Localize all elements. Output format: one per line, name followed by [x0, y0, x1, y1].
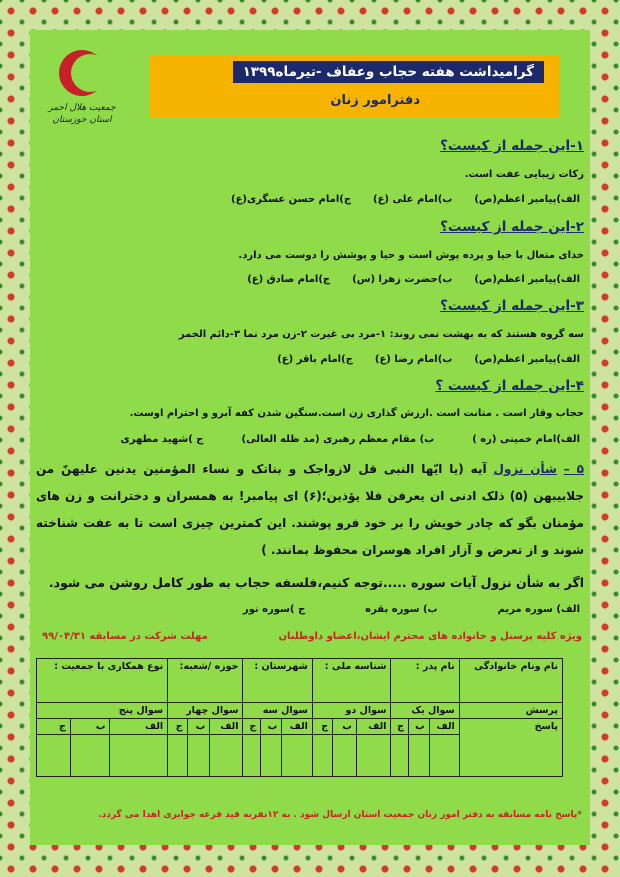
- choice-header: الف: [429, 719, 459, 735]
- question-2-heading: ۲-این جمله از کیست؟: [440, 219, 584, 235]
- question-3-heading: ۳-این جمله از کیست؟: [440, 298, 584, 314]
- choice-header: ب: [70, 719, 109, 735]
- logo-org-text: [42, 102, 122, 126]
- question-4-text: حجاب وقار است . متانت است .ارزش گذاری زن است.سنگین شدن کفه آبرو و احترام اوست.: [129, 408, 584, 419]
- answer-cell[interactable]: [282, 735, 313, 777]
- field-cooperation-type[interactable]: نوع همکاری با جمعیت :: [37, 659, 168, 703]
- answer-cell[interactable]: [333, 735, 357, 777]
- question-5-paragraph: [36, 456, 584, 564]
- option: الف)پیامبر اعظم(ص): [474, 354, 580, 365]
- answer-cell[interactable]: [409, 735, 430, 777]
- choice-header: ج: [37, 719, 71, 735]
- choice-header: ب: [187, 719, 210, 735]
- form-question-4: سوال چهار: [168, 703, 243, 719]
- red-crescent-logo: [42, 50, 122, 126]
- answer-cell[interactable]: [261, 735, 282, 777]
- answer-cell[interactable]: [210, 735, 243, 777]
- option: ج)امام باقر (ع): [277, 354, 353, 365]
- option: الف) سوره مریم: [497, 604, 580, 615]
- field-national-id[interactable]: شناسه ملی :: [312, 659, 391, 703]
- deadline-note: مهلت شرکت در مسابقه ۹۹/۰۴/۳۱: [42, 631, 208, 642]
- question-4-heading: ۴-این جمله از کیست ؟: [435, 378, 584, 394]
- question-5-hint: اگر به شأن نزول آیات سوره .....توجه کنیم،فلسفه حجاب به طور کامل روشن می شود.: [48, 575, 584, 590]
- answer-cell[interactable]: [356, 735, 391, 777]
- answer-cell[interactable]: [391, 735, 409, 777]
- footer-note: *پاسخ نامه مسابقه به دفتر امور زنان جمعیت استان ارسال شود . به ۱۲نفربه قید قرعه جوایزی اهدا می گردد.: [98, 810, 582, 820]
- answer-cell[interactable]: [110, 735, 168, 777]
- option: ج)امام صادق (ع): [247, 274, 331, 285]
- flyer-page: [30, 30, 590, 845]
- title-banner: [150, 55, 560, 117]
- answer-form: [36, 658, 563, 777]
- question-1-heading: ۱-این جمله از کیست؟: [440, 138, 584, 154]
- option: ب)امام رضا (ع): [374, 354, 453, 365]
- field-city[interactable]: شهرستان :: [243, 659, 312, 703]
- choice-header: ب: [409, 719, 430, 735]
- answer-cell[interactable]: [243, 735, 261, 777]
- choice-header: الف: [356, 719, 391, 735]
- option: ب)حضرت زهرا (س): [352, 274, 453, 285]
- field-branch[interactable]: حوزه /شعبه:: [168, 659, 243, 703]
- question-2-options: [247, 274, 580, 285]
- form-question-2: سوال دو: [312, 703, 391, 719]
- choice-header: ب: [333, 719, 357, 735]
- question-5-label-underlined: شأن نزول: [493, 462, 557, 476]
- question-2-text: خدای متعال با حیا و پرده پوش است و حیا و پوشش را دوست می دارد.: [238, 250, 584, 261]
- option: ب) سوره بقره: [365, 604, 438, 615]
- question-label: پرسش: [459, 703, 562, 719]
- question-1-options: [231, 194, 580, 205]
- option: ج )شهید مطهری: [120, 434, 204, 445]
- logo-line-2: استان خوزستان: [52, 115, 112, 126]
- option: الف)پیامبر اعظم(ص): [474, 274, 580, 285]
- option: ج)امام حسن عسگری(ع): [231, 194, 352, 205]
- form-question-3: سوال سه: [243, 703, 312, 719]
- question-5-label: ۵ –: [563, 462, 584, 476]
- page-title: گرامیداشت هفته حجاب وعفاف -تیرماه۱۳۹۹: [233, 61, 544, 83]
- choice-header: ج: [243, 719, 261, 735]
- choice-header: الف: [110, 719, 168, 735]
- option: ب) مقام معظم رهبری (مد ظله العالی): [241, 434, 435, 445]
- option: الف)امام خمینی (ره ): [472, 434, 580, 445]
- logo-line-1: جمعیت هلال احمر: [48, 103, 116, 113]
- answer-cell[interactable]: [187, 735, 210, 777]
- choice-header: ب: [261, 719, 282, 735]
- answer-cell[interactable]: [312, 735, 332, 777]
- answer-cell[interactable]: [70, 735, 109, 777]
- question-4-options: [121, 434, 580, 445]
- question-5-options: [243, 604, 580, 615]
- form-question-1: سوال یک: [391, 703, 459, 719]
- choice-header: ج: [391, 719, 409, 735]
- answer-cell[interactable]: [37, 735, 71, 777]
- form-question-5: سوال پنج: [37, 703, 168, 719]
- field-full-name[interactable]: نام ونام خانوادگی: [459, 659, 562, 703]
- question-5-body: آیه (یا ایّها النبی قل لازواجک و بناتک و نساء المؤمنین یدنین علیهنّ من جلابیبهن (۵) ذلک ادنی ان یعرفن فلا یؤذین؛(۶) ای پیامبر! به همسران و دخترانت و زن های مؤمنان بگو که چادر خویش را بر خود فرو پوشند. این کمترین چیزی است تا به عفت شناخته شوند و از تعرض و آزار افراد هوسران محفوظ بمانند. ): [36, 462, 584, 557]
- answer-label: پاسخ: [459, 719, 562, 777]
- question-3-options: [277, 354, 580, 365]
- choice-header: الف: [282, 719, 313, 735]
- choice-header: الف: [210, 719, 243, 735]
- choice-header: ج: [312, 719, 332, 735]
- question-3-text: سه گروه هستند که به بهشت نمی روند: ۱-مرد بی غیرت ۲-زن مرد نما ۳-دائم الخمر: [178, 329, 584, 340]
- option: الف)پیامبر اعظم(ص): [474, 194, 580, 205]
- answer-cell[interactable]: [429, 735, 459, 777]
- option: ب)امام علی (ع): [373, 194, 453, 205]
- question-1-text: زکات زیبایی عفت است.: [464, 169, 584, 180]
- audience-note: ویژه کلیه پرسنل و خانواده های محترم ایشان،اعضاو داوطلبان: [278, 631, 582, 642]
- crescent-icon: [59, 50, 105, 96]
- option: ج )سوره نور: [242, 604, 306, 615]
- field-father-name[interactable]: نام پدر :: [391, 659, 459, 703]
- choice-header: ج: [168, 719, 187, 735]
- page-subtitle: دفترامور زنان: [330, 93, 420, 108]
- answer-cell[interactable]: [168, 735, 187, 777]
